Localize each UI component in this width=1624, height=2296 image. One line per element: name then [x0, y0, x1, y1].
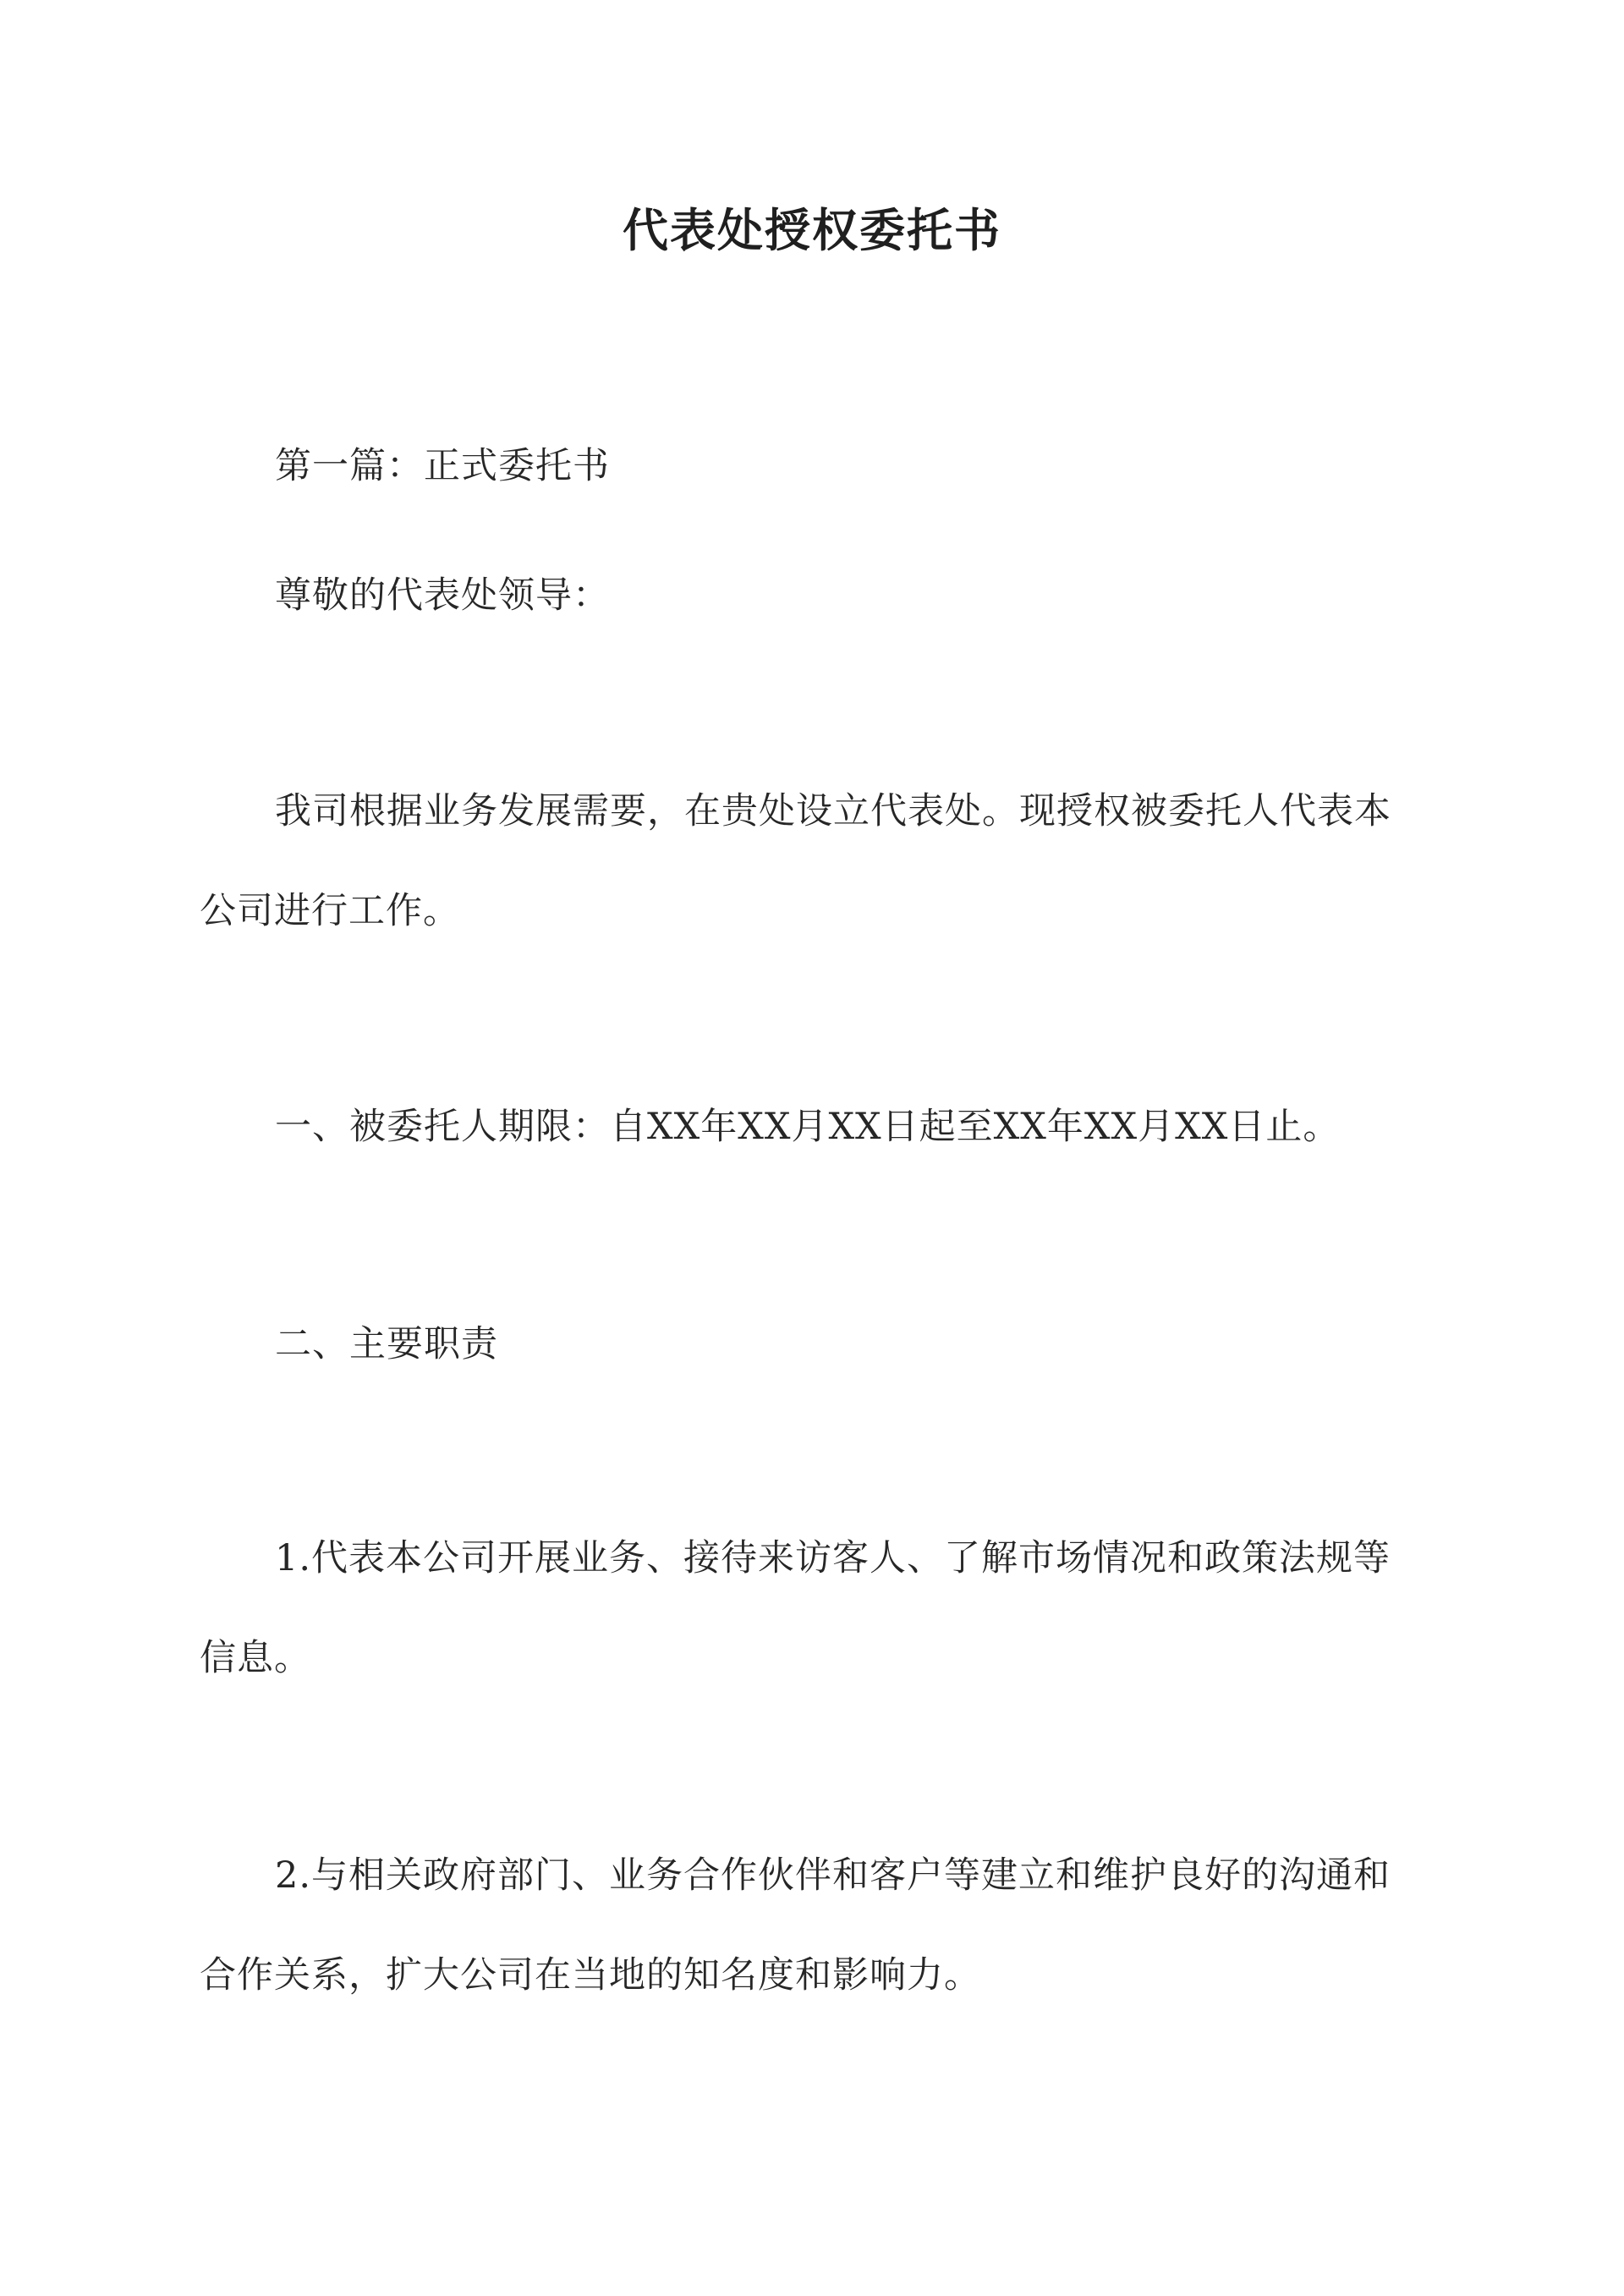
paragraph-term: 一、被委托人期限：自XX年XX月XX日起至XX年XX月XX日止。 [275, 1106, 1341, 1148]
paragraph-duty-1: 1.代表本公司开展业务、接待来访客人、了解市场情况和政策法规等信息。 [200, 1537, 1391, 1679]
paragraph-duties-heading: 二、主要职责 [275, 1323, 498, 1365]
salutation: 尊敬的代表处领导： [275, 574, 610, 617]
paragraph-duty-2: 2.与相关政府部门、业务合作伙伴和客户等建立和维护良好的沟通和合作关系，扩大公司在当地的知名度和影响力。 [200, 1854, 1391, 1997]
document-title: 代表处授权委托书 [623, 203, 1001, 257]
paragraph-intro: 我司根据业务发展需要，在贵处设立代表处。现授权被委托人代表本公司进行工作。 [200, 790, 1391, 932]
section-heading: 第一篇：正式委托书 [275, 445, 610, 487]
